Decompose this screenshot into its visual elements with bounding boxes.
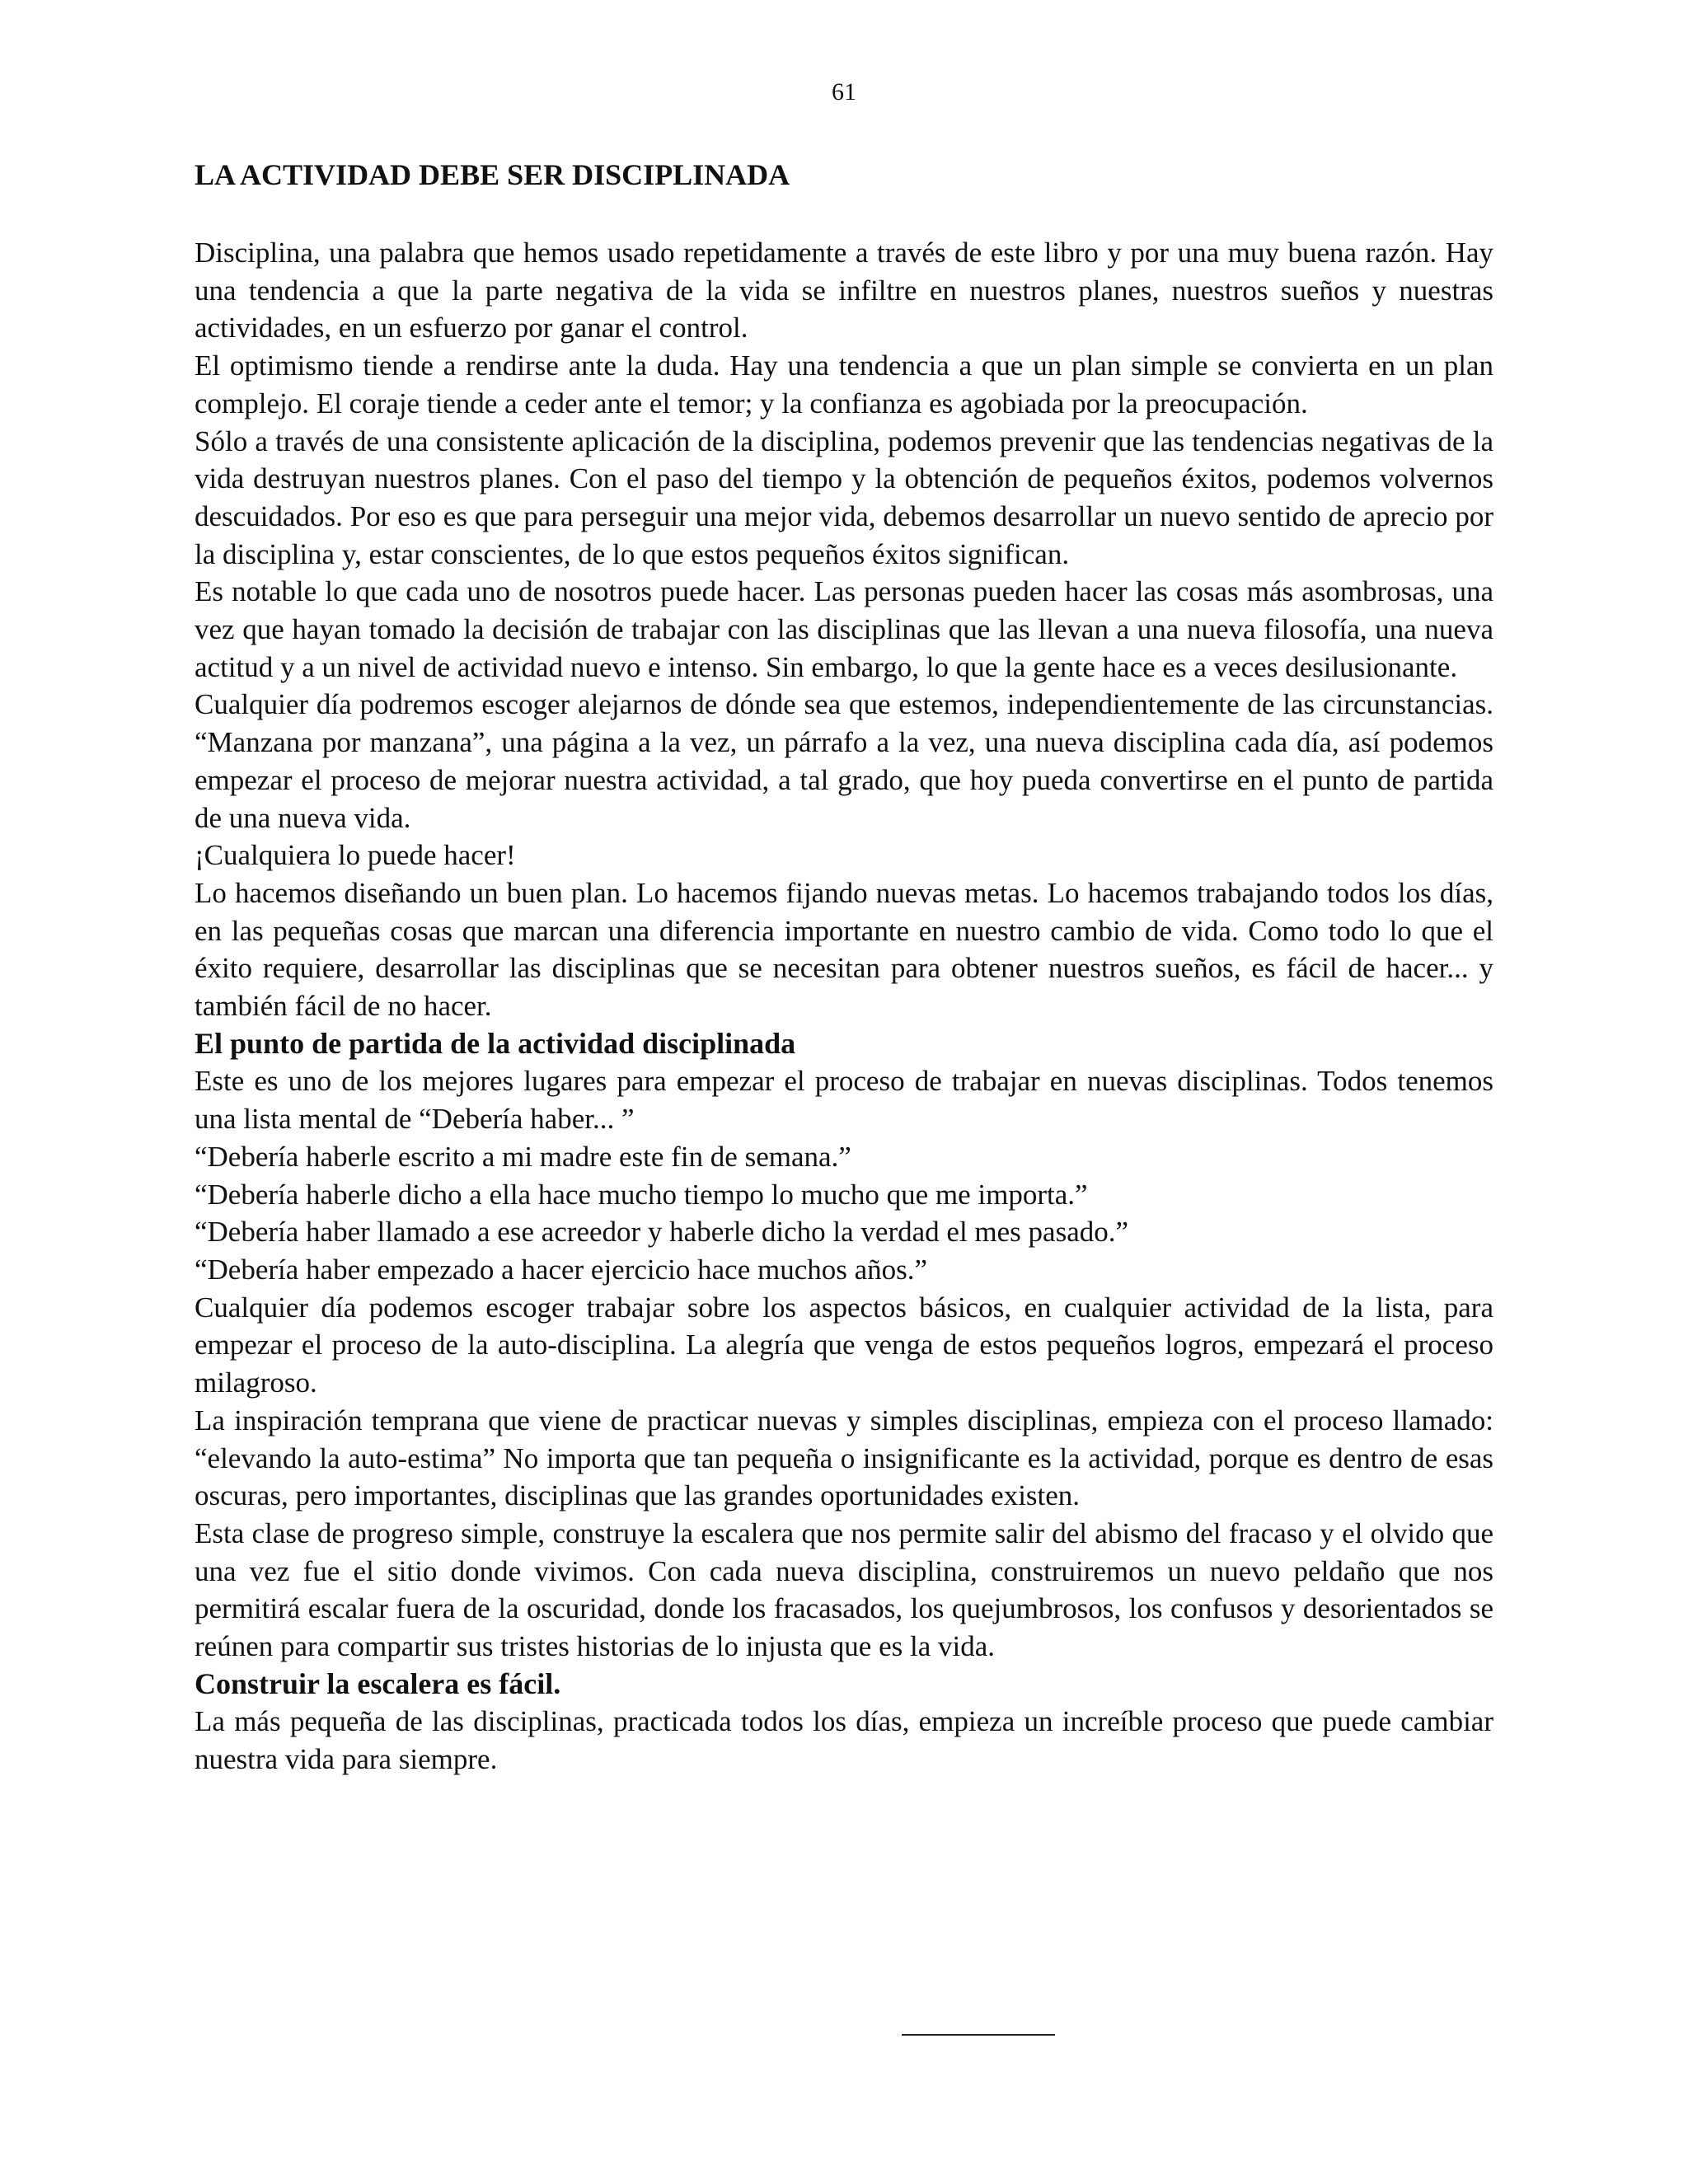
paragraph: Disciplina, una palabra que hemos usado repetidamente a través de este libro y por una muy buena razón. Hay una tendencia a que la parte negativa de la vida se infiltre en nuestros planes, nuestros sueños y nuestras actividades, en un esfuerzo por ganar el control. (195, 237, 1493, 344)
section-heading: El punto de partida de la actividad disciplinada (195, 1026, 796, 1060)
paragraph: Cualquier día podremos escoger alejarnos de dónde sea que estemos, independientemente de las circunstancias. “Manzana por manzana”, una página a la vez, un párrafo a la vez, una nueva disciplina cada día, así podemos empezar el proceso de mejorar nuestra actividad, a tal grado, que hoy pueda convertirse en el punto de partida de una nueva vida. (195, 688, 1493, 834)
quote-line: “Debería haberle dicho a ella hace mucho tiempo lo mucho que me importa.” (195, 1178, 1088, 1211)
paragraph: La más pequeña de las disciplinas, practicada todos los días, empieza un increíble proceso que puede cambiar nuestra vida para siempre. (195, 1705, 1493, 1776)
quote-line: “Debería haberle escrito a mi madre este fin de semana.” (195, 1140, 851, 1173)
quote-line: “Debería haber llamado a ese acreedor y haberle dicho la verdad el mes pasado.” (195, 1216, 1129, 1249)
paragraph: Es notable lo que cada uno de nosotros puede hacer. Las personas pueden hacer las cosas más asombrosas, una vez que hayan tomado la decisión de trabajar con las disciplinas que las llevan a una nueva filosofía, una nueva actitud y a un nivel de actividad nuevo e intenso. Sin embargo, lo que la gente hace es a veces desilusionante. (195, 575, 1493, 683)
chapter-title: LA ACTIVIDAD DEBE SER DISCIPLINADA (195, 158, 790, 191)
paragraph: Este es uno de los mejores lugares para empezar el proceso de trabajar en nuevas disciplinas. Todos tenemos una lista mental de “Debería haber... ” (195, 1065, 1493, 1136)
paragraph: La inspiración temprana que viene de practicar nuevas y simples disciplinas, empieza con el proceso llamado: “elevando la auto-estima” No importa que tan pequeña o insignificante es la actividad, porque es dentro de esas oscuras, pero importantes, disciplinas que las grandes oportunidades existen. (195, 1404, 1493, 1512)
paragraph: Lo hacemos diseñando un buen plan. Lo hacemos fijando nuevas metas. Lo hacemos trabajando todos los días, en las pequeñas cosas que marcan una diferencia importante en nuestro cambio de vida. Como todo lo que el éxito requiere, desarrollar las disciplinas que se necesitan para obtener nuestros sueños, es fácil de hacer... y también fácil de no hacer. (195, 876, 1493, 1023)
footnote-divider (902, 2034, 1055, 2036)
page-body (195, 157, 1493, 1779)
paragraph: El optimismo tiende a rendirse ante la duda. Hay una tendencia a que un plan simple se convierta en un plan complejo. El coraje tiende a ceder ante el temor; y la confianza es agobiada por la preocupación. (195, 349, 1493, 419)
paragraph: ¡Cualquiera lo puede hacer! (195, 839, 516, 872)
quote-line: “Debería haber empezado a hacer ejercicio hace muchos años.” (195, 1253, 928, 1286)
paragraph: Cualquier día podemos escoger trabajar sobre los aspectos básicos, en cualquier actividad de la lista, para empezar el proceso de la auto-disciplina. La alegría que venga de estos pequeños logros, empezará el proceso milagroso. (195, 1291, 1493, 1399)
paragraph: Sólo a través de una consistente aplicación de la disciplina, podemos prevenir que las tendencias negativas de la vida destruyan nuestros planes. Con el paso del tiempo y la obtención de pequeños éxitos, podemos volvernos descuidados. Por eso es que para perseguir una mejor vida, debemos desarrollar un nuevo sentido de aprecio por la disciplina y, estar conscientes, de lo que estos pequeños éxitos significan. (195, 424, 1493, 570)
paragraph: Esta clase de progreso simple, construye la escalera que nos permite salir del abismo del fracaso y el olvido que una vez fue el sitio donde vivimos. Con cada nueva disciplina, construiremos un nuevo peldaño que nos permitirá escalar fuera de la oscuridad, donde los fracasados, los quejumbrosos, los confusos y desorientados se reúnen para compartir sus tristes historias de lo injusta que es la vida. (195, 1516, 1493, 1663)
page-number: 61 (832, 78, 856, 105)
section-heading: Construir la escalera es fácil. (195, 1666, 561, 1700)
